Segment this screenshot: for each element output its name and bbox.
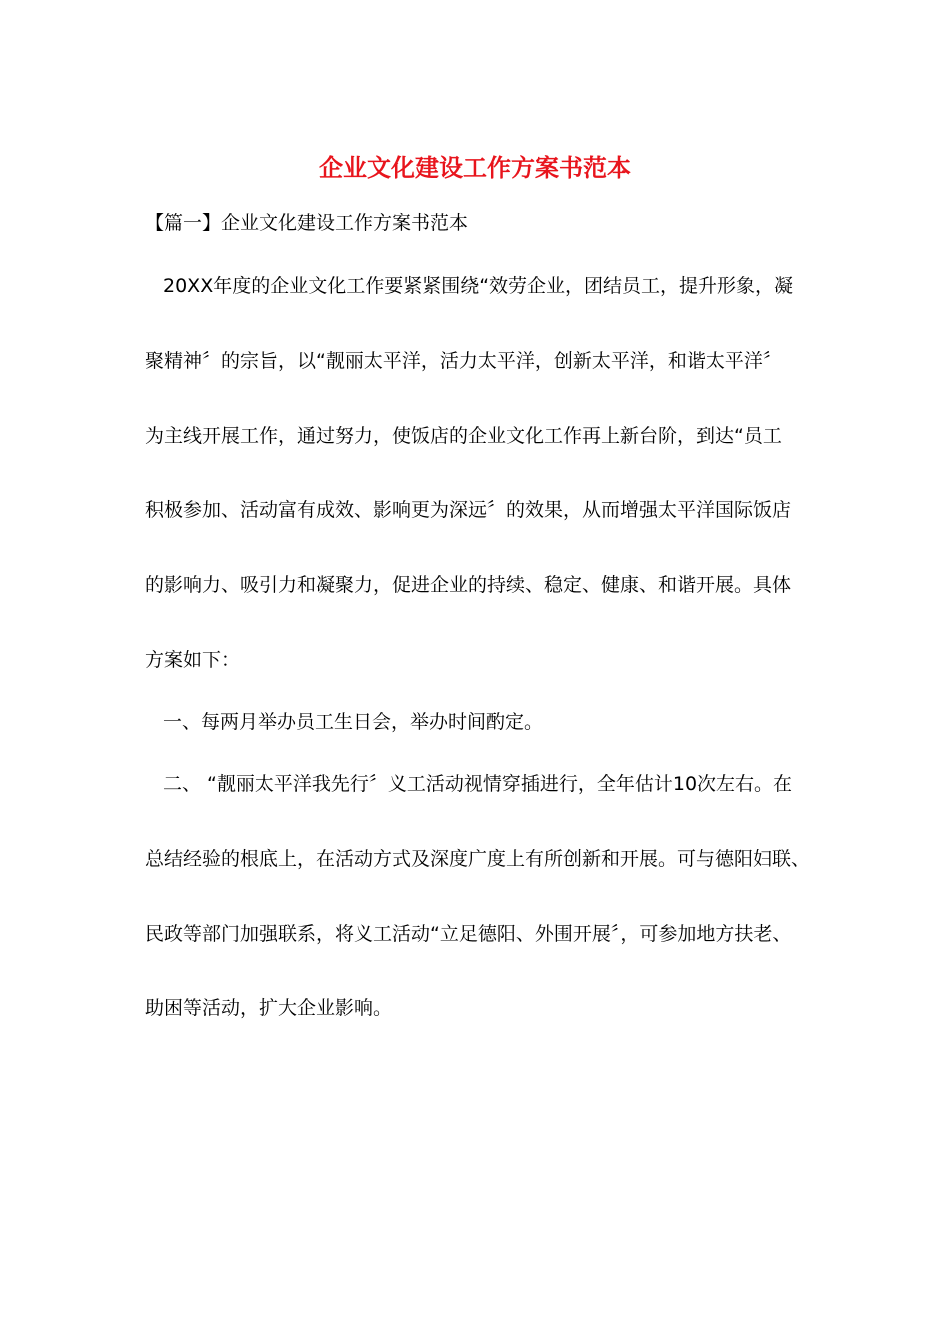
paragraph-line: 方案如下：: [145, 649, 241, 671]
paragraph-line: 积极参加、活动富有成效、影响更为深远〞的效果，从而增强太平洋国际饭店: [145, 499, 792, 521]
section-heading: 【篇一】企业文化建设工作方案书范本: [145, 212, 469, 234]
paragraph-line: 民政等部门加强联系，将义工活动“立足德阳、外围开展〞，可参加地方扶老、: [145, 923, 792, 945]
document-title: 企业文化建设工作方案书范本: [319, 153, 631, 182]
list-item: 一、每两月举办员工生日会，举办时间酌定。: [163, 711, 544, 733]
paragraph-line: 为主线开展工作，通过努力，使饭店的企业文化工作再上新台阶，到达“员工: [145, 425, 782, 447]
list-item: 二、 “靓丽太平洋我先行〞义工活动视情穿插进行，全年估计10次左右。在: [163, 773, 793, 795]
paragraph-line: 助困等活动，扩大企业影响。: [145, 997, 393, 1019]
paragraph-line: 的影响力、吸引力和凝聚力，促进企业的持续、稳定、健康、和谐开展。具体: [145, 574, 792, 596]
paragraph-line: 20XX年度的企业文化工作要紧紧围绕“效劳企业，团结员工，提升形象，凝: [163, 275, 794, 297]
paragraph-line: 总结经验的根底上，在活动方式及深度广度上有所创新和开展。可与德阳妇联、: [145, 848, 811, 870]
paragraph-line: 聚精神〞的宗旨，以“靓丽太平洋，活力太平洋，创新太平洋，和谐太平洋〞: [145, 350, 782, 372]
